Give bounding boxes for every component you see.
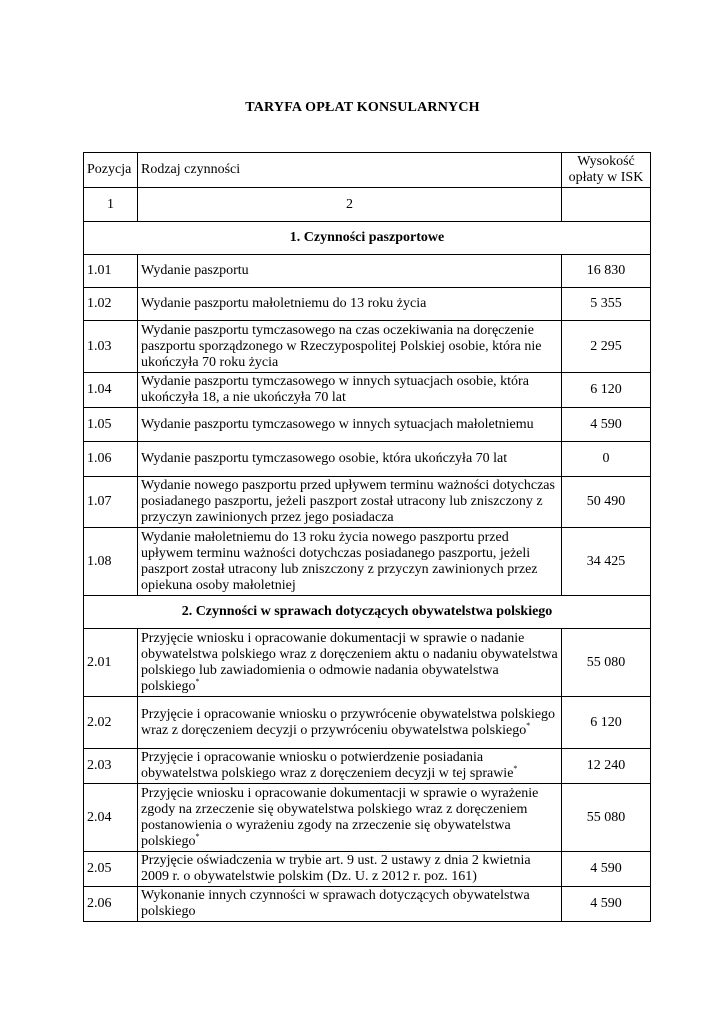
row-description: Przyjęcie i opracowanie wniosku o przywrócenie obywatelstwa polskiego wraz z doręczeniem decyzji o przywróceniu obywatelstwa polskiego [141,706,556,738]
row-position: 1.05 [84,408,138,442]
footnote-mark: * [513,764,518,773]
row-description-cell [138,629,562,697]
row-description: Przyjęcie wniosku i opracowanie dokumentacji w sprawie o wyrażenie zgody na zrzeczenie się obywatelstwa polskiego wraz z doręczeniem postanowienia o wyrażeniu zgody na zrzeczenie się obywatelstwa polskiego [141,785,539,849]
row-description-cell [138,528,562,596]
footnote-mark: * [195,831,200,841]
row-description-cell [138,321,562,373]
row-position: 1.04 [84,373,138,408]
row-description: Wydanie paszportu tymczasowego w innych sytuacjach osobie, która ukończyła 18, a nie ukończyła 70 lat [141,374,529,405]
row-description-cell [138,477,562,528]
row-position: 2.03 [84,749,138,784]
row-description: Wydanie paszportu [141,263,249,278]
table-body [84,222,651,922]
table-row [84,442,651,477]
header-fee [562,153,651,188]
row-fee: 4 590 [562,887,651,922]
row-fee: 0 [562,442,651,477]
row-description: Przyjęcie wniosku i opracowanie dokumentacji w sprawie o nadanie obywatelstwa polskiego wraz z doręczeniem aktu o nadaniu obywatelstwa polskiego lub zawiadomienia o odmowie nadania obywatelstwa polskiego [141,630,558,694]
section-header-row [84,596,651,629]
row-description-cell [138,288,562,321]
row-description-cell [138,373,562,408]
row-fee: 16 830 [562,255,651,288]
row-fee: 6 120 [562,373,651,408]
row-description-cell [138,408,562,442]
table-row [84,784,651,852]
column-number-3 [562,188,651,222]
table-row [84,528,651,596]
row-fee: 5 355 [562,288,651,321]
row-fee: 34 425 [562,528,651,596]
table-row [84,373,651,408]
row-position: 1.03 [84,321,138,373]
row-description-cell [138,442,562,477]
row-position: 1.08 [84,528,138,596]
table-row [84,321,651,373]
header-row [84,153,651,188]
row-fee: 4 590 [562,408,651,442]
table-row [84,629,651,697]
row-description: Wydanie paszportu małoletniemu do 13 roku życia [141,296,427,311]
footnote-mark: * [526,720,531,730]
section-title: 2. Czynności w sprawach dotyczących obywatelstwa polskiego [84,596,651,629]
table-row [84,887,651,922]
row-fee: 12 240 [562,749,651,784]
row-description: Wykonanie innych czynności w sprawach dotyczących obywatelstwa polskiego [141,888,530,919]
footnote-mark: * [195,676,200,686]
row-fee: 55 080 [562,629,651,697]
table-row [84,288,651,321]
header-position: Pozycja [84,153,138,188]
row-description-cell [138,784,562,852]
row-position: 2.06 [84,887,138,922]
table-row [84,749,651,784]
row-description-cell [138,749,562,784]
row-position: 2.05 [84,852,138,887]
column-number-1: 1 [84,188,138,222]
row-description-cell [138,887,562,922]
row-position: 1.06 [84,442,138,477]
row-description: Wydanie małoletniemu do 13 roku życia nowego paszportu przed upływem terminu ważności dotychczas posiadanego paszportu, jeżeli paszport został utracony lub zniszczony z przyczyn zawinionych przez opiekuna osoby małoletniej [141,529,538,593]
column-number-row [84,188,651,222]
row-description-cell [138,255,562,288]
row-position: 2.01 [84,629,138,697]
row-fee: 4 590 [562,852,651,887]
row-description: Wydanie paszportu tymczasowego na czas oczekiwania na doręczenie paszportu sporządzonego w Rzeczypospolitej Polskiej osobie, która nie ukończyła 70 roku życia [141,322,542,370]
table-row [84,697,651,749]
row-description: Przyjęcie oświadczenia w trybie art. 9 ust. 2 ustawy z dnia 2 kwietnia 2009 r. o obywatelstwie polskim (Dz. U. z 2012 r. poz. 161) [141,853,531,884]
row-fee: 55 080 [562,784,651,852]
table-row [84,408,651,442]
row-fee: 6 120 [562,697,651,749]
row-position: 1.01 [84,255,138,288]
row-fee: 2 295 [562,321,651,373]
row-fee: 50 490 [562,477,651,528]
table-row [84,255,651,288]
section-header-row [84,222,651,255]
row-description-cell [138,697,562,749]
table-row [84,852,651,887]
column-number-2: 2 [138,188,562,222]
row-description-cell [138,852,562,887]
row-description: Wydanie paszportu tymczasowego osobie, która ukończyła 70 lat [141,451,508,466]
row-description: Wydanie paszportu tymczasowego w innych sytuacjach małoletniemu [141,416,534,432]
row-position: 2.04 [84,784,138,852]
row-description: Wydanie nowego paszportu przed upływem terminu ważności dotychczas posiadanego paszportu, jeżeli paszport został utracony lub zniszczony z przyczyn zawinionych przez jego posiadacza [141,478,555,525]
header-fee-line1: Wysokość [577,154,635,169]
row-position: 2.02 [84,697,138,749]
fee-table [83,152,651,922]
header-activity: Rodzaj czynności [138,153,562,188]
row-position: 1.07 [84,477,138,528]
header-fee-line2: opłaty w ISK [568,170,644,185]
table-row [84,477,651,528]
document-title: TARYFA OPŁAT KONSULARNYCH [245,100,480,115]
section-title: 1. Czynności paszportowe [84,222,651,255]
row-position: 1.02 [84,288,138,321]
row-description: Przyjęcie i opracowanie wniosku o potwierdzenie posiadania obywatelstwa polskiego wraz z doręczeniem decyzji w tej sprawie [141,750,514,781]
